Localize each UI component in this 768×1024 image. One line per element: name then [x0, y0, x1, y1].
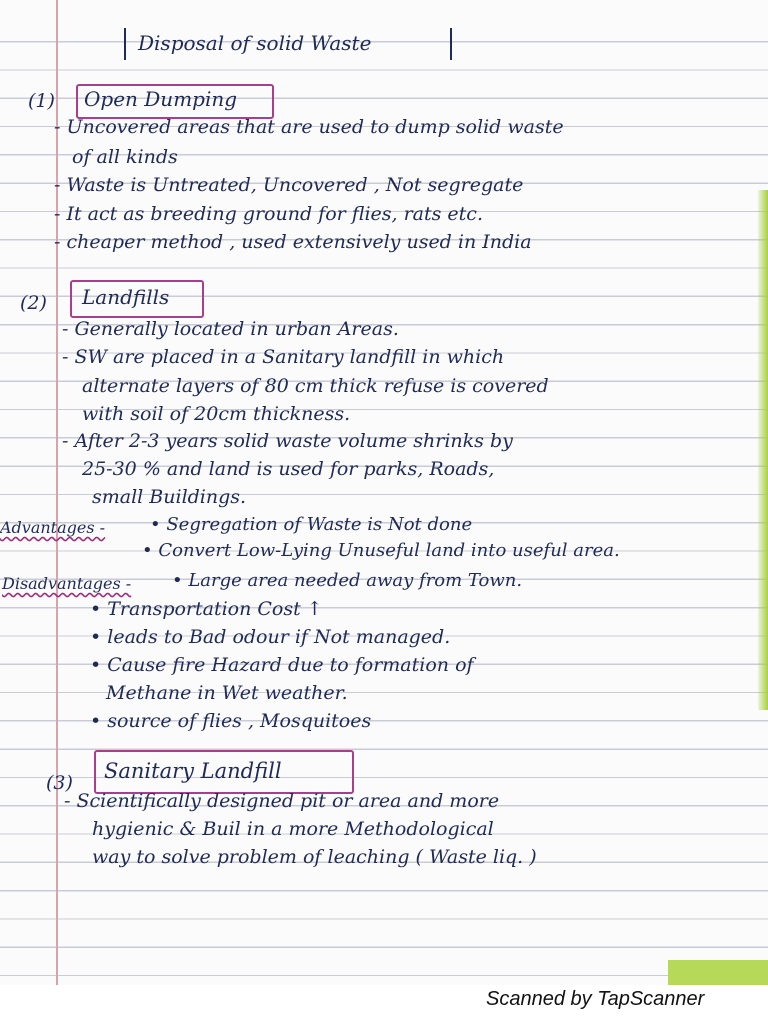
text-line: - Waste is Untreated, Uncovered , Not segregate — [54, 174, 524, 196]
text-line: - cheaper method , used extensively used in India — [54, 231, 532, 253]
advantage-item: • Segregation of Waste is Not done — [150, 514, 473, 535]
disadvantage-item: • Transportation Cost ↑ — [90, 598, 323, 620]
section-heading-sanitary-landfill: Sanitary Landfill — [104, 759, 282, 783]
text-line: hygienic & Buil in a more Methodological — [92, 818, 494, 840]
text-line: - It act as breeding ground for flies, rats etc. — [54, 203, 483, 225]
green-tab-bottom — [668, 960, 768, 985]
disadvantage-item: • Large area needed away from Town. — [172, 570, 523, 591]
text-line: way to solve problem of leaching ( Waste liq. ) — [92, 846, 537, 868]
text-line: - Generally located in urban Areas. — [62, 318, 399, 340]
text-line: with soil of 20cm thickness. — [82, 403, 351, 425]
section-number-3: (3) — [46, 772, 73, 794]
text-line: of all kinds — [72, 146, 178, 168]
text-line: - Scientifically designed pit or area and more — [64, 790, 500, 812]
advantage-item: • Convert Low-Lying Unuseful land into useful area. — [142, 540, 620, 561]
section-number-2: (2) — [20, 292, 47, 314]
text-line: - After 2-3 years solid waste volume shrinks by — [62, 430, 513, 452]
margin-line — [56, 0, 58, 985]
section-heading-landfills: Landfills — [82, 285, 170, 309]
disadvantage-item: • source of flies , Mosquitoes — [90, 710, 372, 732]
green-tab-edge — [758, 190, 768, 710]
disadvantage-item: • Cause fire Hazard due to formation of — [90, 654, 474, 676]
text-line: small Buildings. — [92, 486, 247, 508]
text-line: 25-30 % and land is used for parks, Roads, — [82, 458, 495, 480]
text-line: - SW are placed in a Sanitary landfill in which — [62, 346, 505, 368]
disadvantages-label: Disadvantages - — [2, 574, 132, 593]
section-heading-open-dumping: Open Dumping — [84, 87, 238, 111]
disadvantage-item: Methane in Wet weather. — [106, 682, 348, 704]
disadvantage-item: • leads to Bad odour if Not managed. — [90, 626, 451, 648]
text-line: alternate layers of 80 cm thick refuse is covered — [82, 375, 549, 397]
scanner-watermark: Scanned by TapScanner — [486, 988, 705, 1010]
page-title: Disposal of solid Waste — [138, 31, 372, 55]
advantages-label: Advantages - — [0, 518, 106, 537]
section-number-1: (1) — [28, 90, 55, 112]
text-line: - Uncovered areas that are used to dump solid waste — [54, 116, 564, 138]
